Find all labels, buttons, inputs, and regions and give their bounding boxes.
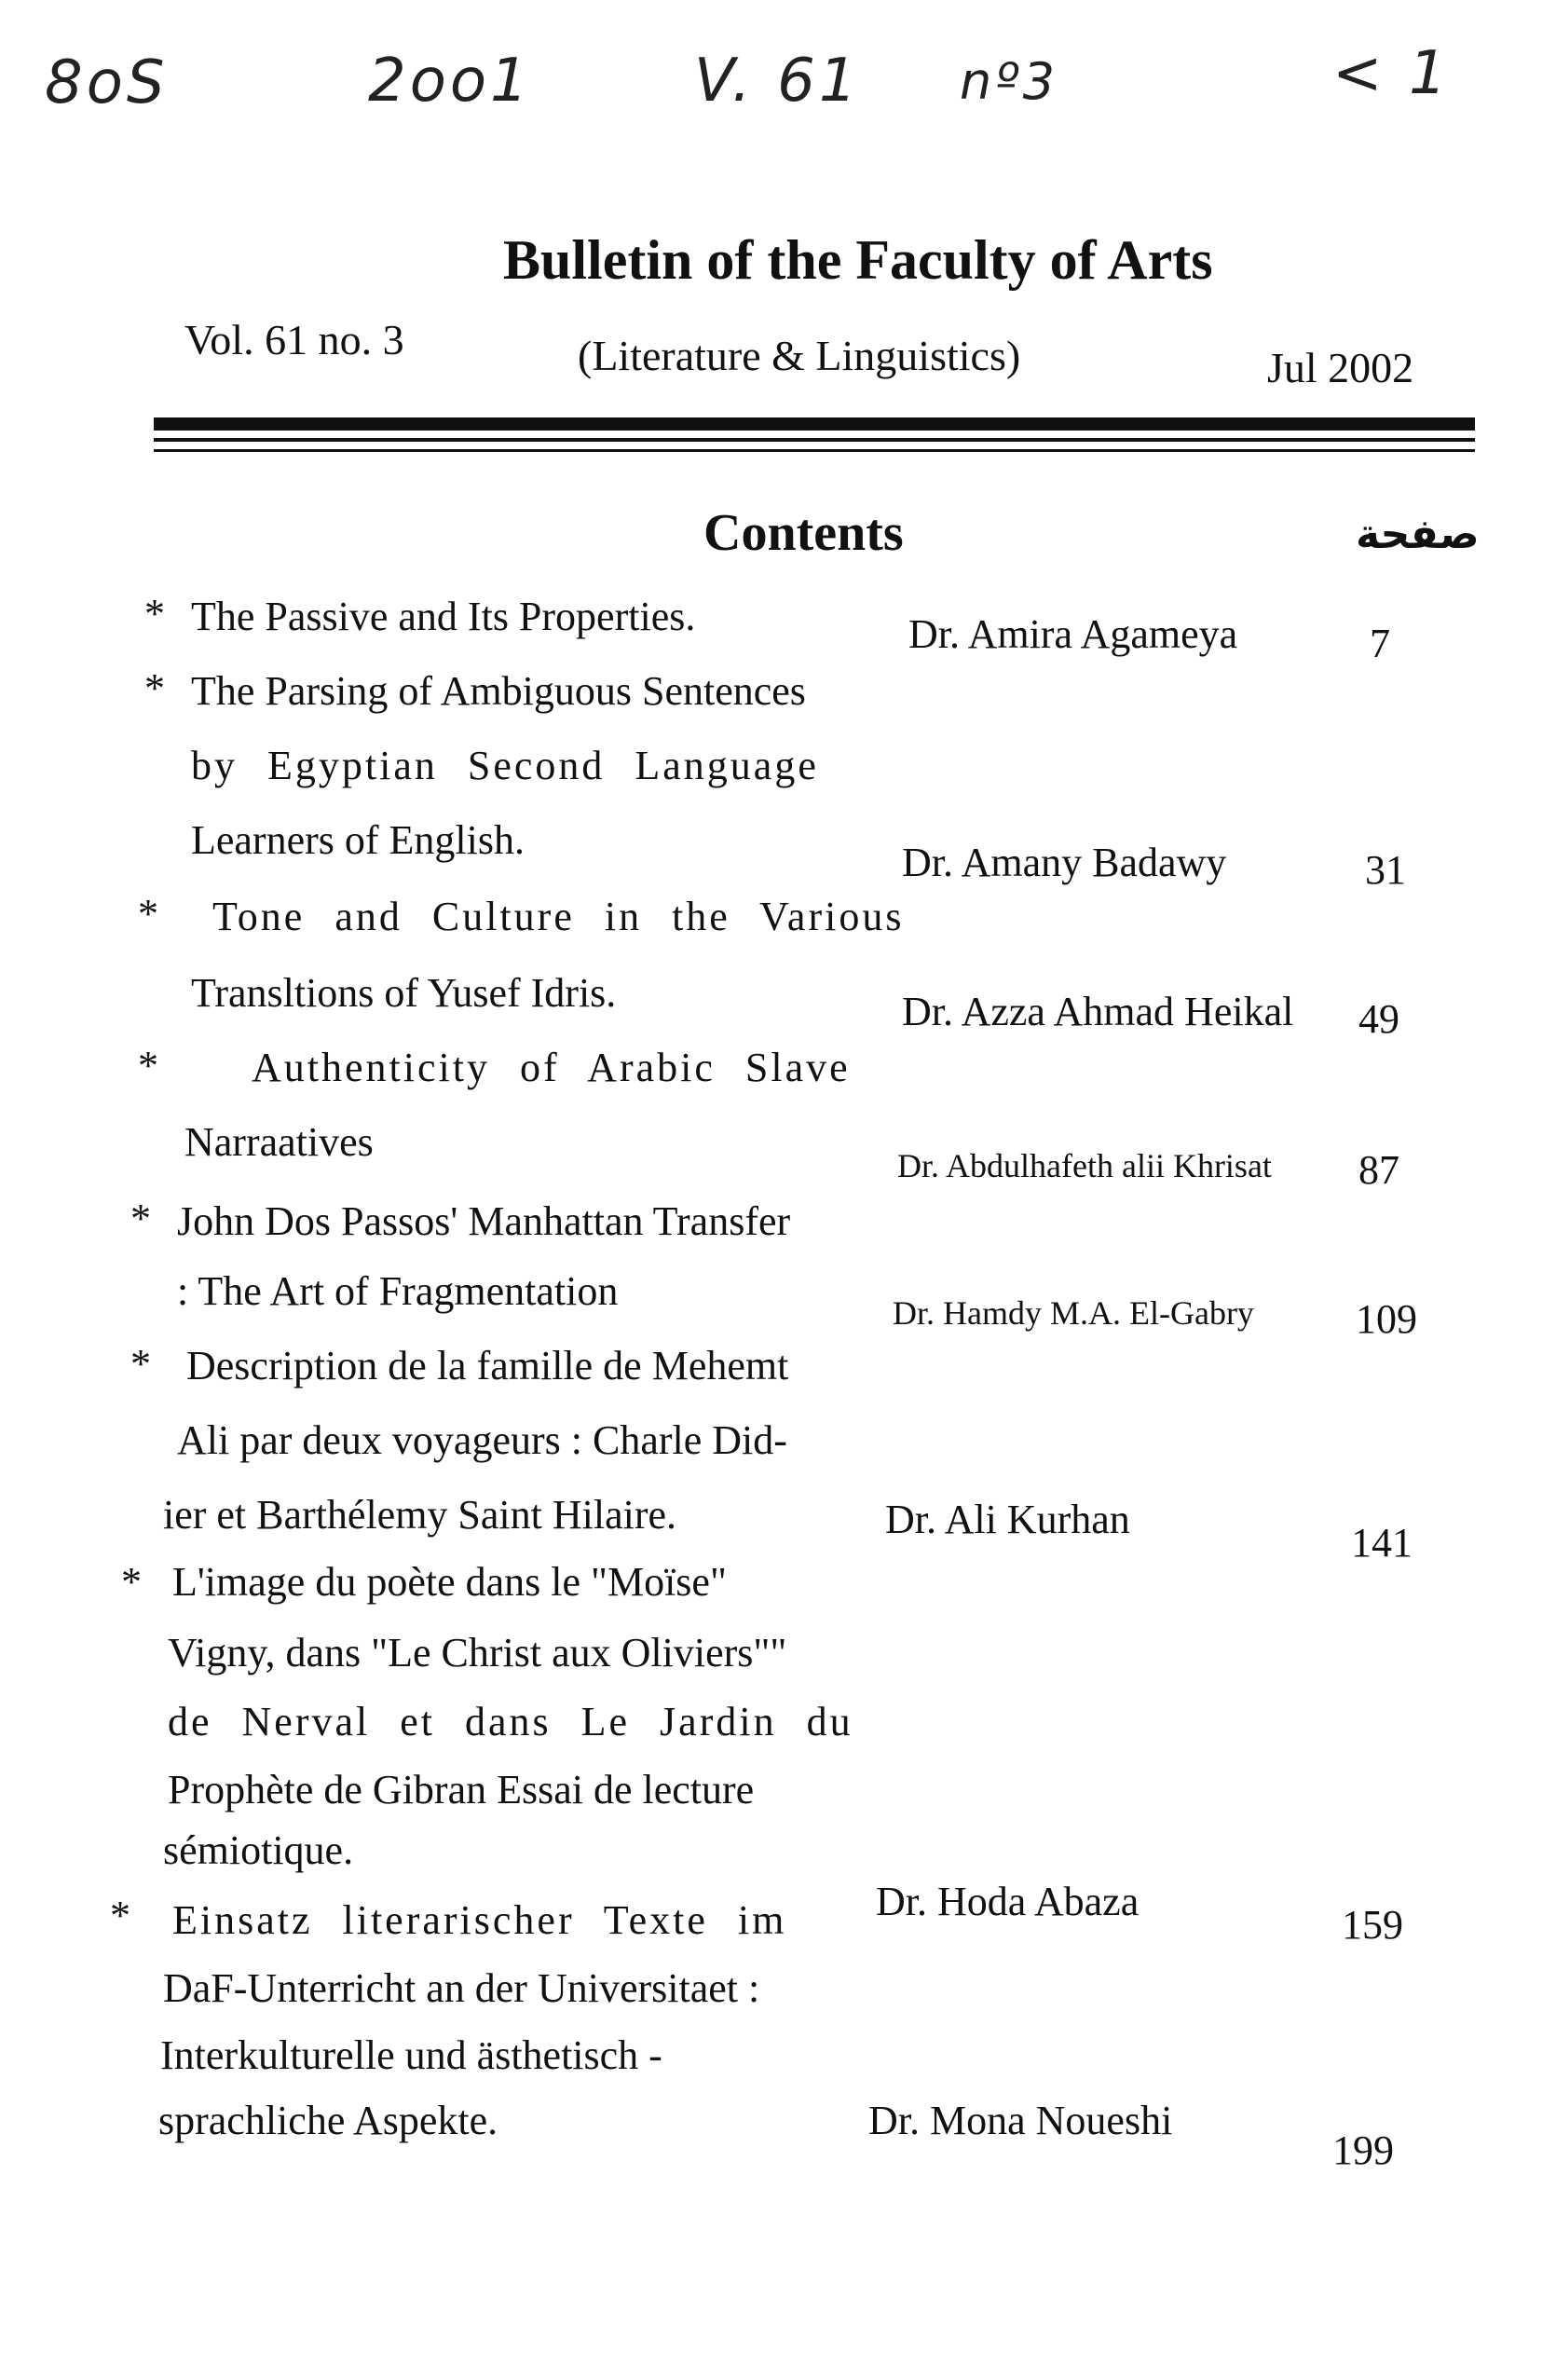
entry-author: Dr. Azza Ahmad Heikal: [902, 989, 1294, 1034]
header-rule-thin: [154, 438, 1475, 442]
handwritten-call-number: 8oS: [45, 48, 169, 117]
entry-title-line: sémiotique.: [163, 1827, 354, 1873]
bullet-asterisk: *: [110, 1893, 130, 1938]
entry-author: Dr. Amany Badawy: [902, 840, 1227, 885]
header-rule-thin: [154, 449, 1475, 452]
entry-page-number: 87: [1358, 1147, 1399, 1193]
entry-title-line: de Nerval et dans Le Jardin du: [168, 1699, 853, 1744]
entry-title-line: Narraatives: [184, 1119, 374, 1165]
header-rule-thick: [154, 417, 1475, 431]
entry-page-number: 31: [1365, 847, 1406, 893]
entry-title-line: L'image du poète dans le "Moïse": [172, 1559, 727, 1605]
bullet-asterisk: *: [144, 665, 165, 711]
entry-author: Dr. Ali Kurhan: [885, 1497, 1130, 1542]
entry-title-line: : The Art of Fragmentation: [177, 1268, 619, 1314]
entry-title-line: sprachliche Aspekte.: [158, 2098, 498, 2143]
entry-author: Dr. Abdulhafeth alii Khrisat: [897, 1147, 1272, 1184]
entry-title-line: The Passive and Its Properties.: [191, 594, 696, 639]
entry-page-number: 199: [1332, 2127, 1394, 2173]
entry-title-line: Vigny, dans "Le Christ aux Oliviers"": [168, 1630, 787, 1676]
entry-title-line: ier et Barthélemy Saint Hilaire.: [163, 1492, 677, 1538]
entry-page-number: 49: [1358, 996, 1399, 1042]
subtitle: (Literature & Linguistics): [578, 332, 1021, 379]
entry-title-line: DaF-Unterricht an der Universitaet :: [163, 1965, 760, 2011]
entry-author: Dr. Amira Agameya: [908, 611, 1238, 657]
bullet-asterisk: *: [138, 891, 158, 937]
volume-label: Vol. 61 no. 3: [184, 316, 404, 363]
entry-title-line: Prophète de Gibran Essai de lecture: [168, 1767, 755, 1812]
entry-title-line: Einsatz literarischer Texte im: [172, 1897, 787, 1943]
issue-date: Jul 2002: [1267, 344, 1414, 391]
bulletin-title: Bulletin of the Faculty of Arts: [503, 229, 1213, 291]
handwritten-corner-mark: < 1: [1332, 39, 1451, 108]
entry-title-line: Interkulturelle und ästhetisch -: [160, 2032, 662, 2078]
entry-title-line: Tone and Culture in the Various: [212, 894, 905, 939]
entry-title-line: Transltions of Yusef Idris.: [191, 970, 617, 1016]
entry-title-line: Learners of English.: [191, 817, 525, 863]
entry-author: Dr. Hamdy M.A. El-Gabry: [893, 1294, 1254, 1332]
bullet-asterisk: *: [121, 1559, 142, 1605]
contents-heading: Contents: [703, 504, 904, 562]
entry-title-line: Authenticity of Arabic Slave: [252, 1045, 851, 1090]
page-column-heading: صفحة: [1356, 511, 1480, 558]
bullet-asterisk: *: [130, 1341, 151, 1387]
bullet-asterisk: *: [138, 1043, 158, 1088]
bullet-asterisk: *: [144, 591, 165, 636]
entry-page-number: 109: [1356, 1296, 1417, 1342]
entry-title-line: Ali par deux voyageurs : Charle Did-: [177, 1417, 787, 1463]
entry-author: Dr. Mona Noueshi: [868, 2098, 1173, 2143]
entry-author: Dr. Hoda Abaza: [876, 1879, 1140, 1924]
handwritten-volume: V. 61: [694, 47, 861, 116]
bullet-asterisk: *: [130, 1196, 151, 1241]
entry-title-line: by Egyptian Second Language: [191, 743, 819, 788]
entry-page-number: 159: [1342, 1902, 1403, 1948]
entry-page-number: 141: [1351, 1520, 1413, 1566]
entry-page-number: 7: [1370, 621, 1390, 666]
handwritten-number: nº3: [960, 52, 1059, 111]
entry-title-line: Description de la famille de Mehemt: [186, 1343, 789, 1388]
entry-title-line: The Parsing of Ambiguous Sentences: [191, 668, 806, 714]
entry-title-line: John Dos Passos' Manhattan Transfer: [177, 1198, 791, 1244]
handwritten-year: 2oo1: [368, 47, 532, 116]
